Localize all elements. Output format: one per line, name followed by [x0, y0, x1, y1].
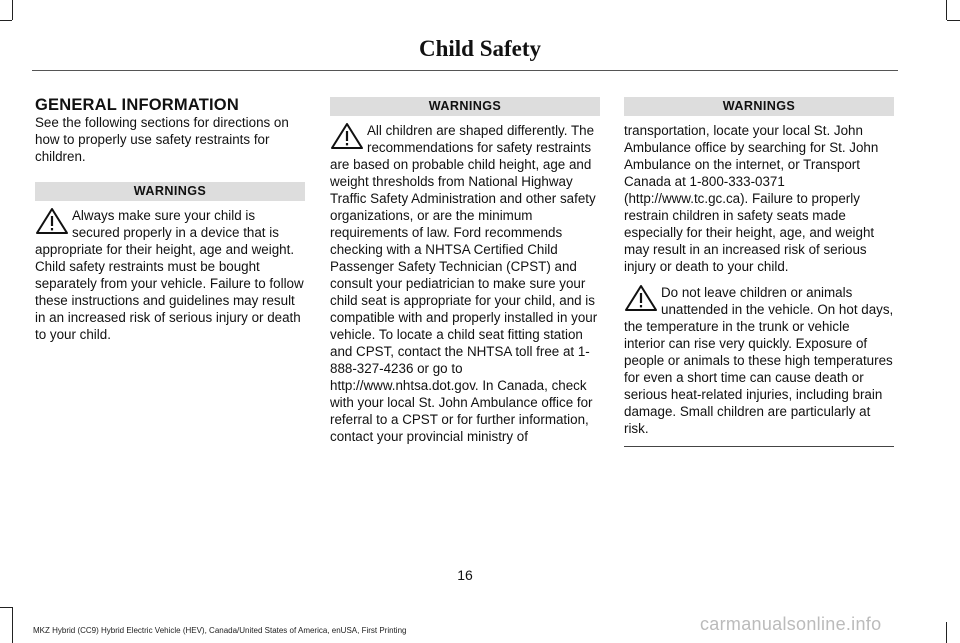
intro-paragraph: See the following sections for directions on how to properly use safety restraints for children.	[35, 115, 289, 164]
warning-paragraph	[624, 284, 894, 437]
warning-text: All children are shaped differently. The recommendations for safety restraints are based on probable child height, age and weight thresholds from National Highway Traffic Safety Administration and other safety organizations, or are the minimum requirements of law. Ford recommends checking with a NHTSA Certified Child Passenger Safety Technician (CPST) and consult your pediatrician to make sure your child seat is appropriate for your child, and is compatible with and properly installed in your vehicle. To locate a child seat fitting station and CPST, contact the NHTSA toll free at 1-888-327-4236 or go to http://www.nhtsa.dot.gov. In Canada, check with your local St. John Ambulance office for referral to a CPST or for further information, contact your provincial ministry of	[330, 123, 598, 444]
page-title: Child Safety	[418, 36, 542, 61]
crop-mark	[946, 622, 947, 643]
page-number: 16	[457, 567, 473, 583]
crop-mark	[0, 607, 12, 608]
warning-triangle-icon	[330, 122, 364, 152]
title-divider	[32, 70, 898, 71]
crop-mark	[12, 607, 13, 643]
warning-paragraph	[35, 207, 305, 343]
warning-triangle-icon	[35, 207, 69, 237]
warnings-header: WARNINGS	[624, 97, 894, 116]
middle-column	[330, 97, 600, 445]
crop-mark	[947, 20, 960, 21]
right-column	[624, 97, 894, 447]
left-column	[35, 97, 305, 343]
section-heading: GENERAL INFORMATION	[35, 96, 239, 114]
warnings-header: WARNINGS	[330, 97, 600, 116]
crop-mark	[946, 0, 947, 20]
warning-continued-paragraph: transportation, locate your local St. John Ambulance office by searching for St. John Ambulance on the internet, or Transport Canada at 1-800-333-0371 (http://www.tc.gc.ca). Failure to properly restrain children in safety seats made especially for their height, age, and weight may result in an increased risk of serious injury or death to your child.	[624, 123, 879, 274]
warning-end-divider	[624, 446, 894, 447]
warning-triangle-icon	[624, 284, 658, 314]
watermark: carmanualsonline.info	[700, 614, 882, 634]
warning-paragraph	[330, 122, 600, 445]
warning-text: Always make sure your child is secured properly in a device that is appropriate for their height, age and weight. Child safety restraints must be bought separately from your vehicle. Failure to follow these instructions and guidelines may result in an increased risk of serious injury or death to your child.	[35, 208, 304, 342]
warnings-header: WARNINGS	[35, 182, 305, 201]
footer-text: MKZ Hybrid (CC9) Hybrid Electric Vehicle (HEV), Canada/United States of America, enUSA, First Printing	[33, 626, 407, 635]
warning-text: Do not leave children or animals unattended in the vehicle. On hot days, the temperature in the trunk or vehicle interior can rise very quickly. Exposure of people or animals to these high temperatures for even a short time can cause death or serious heat-related injuries, including brain damage. Small children are particularly at risk.	[624, 285, 894, 436]
crop-mark	[12, 0, 13, 20]
crop-mark	[0, 20, 12, 21]
